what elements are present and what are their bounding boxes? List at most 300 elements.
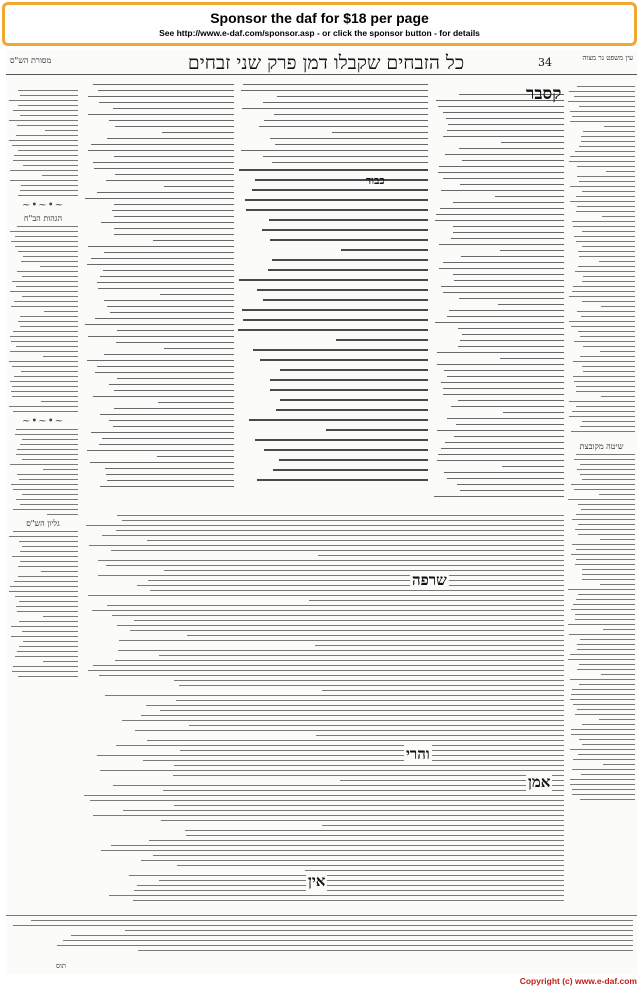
text-line xyxy=(279,459,428,461)
text-line xyxy=(112,210,234,211)
text-line xyxy=(88,336,234,337)
text-line xyxy=(18,576,78,577)
text-line xyxy=(239,279,428,281)
text-line xyxy=(575,271,635,272)
text-line xyxy=(453,274,564,275)
sponsor-banner[interactable] xyxy=(2,2,637,46)
text-line xyxy=(17,449,78,450)
rashi-column xyxy=(434,80,564,510)
text-line xyxy=(115,174,234,175)
text-line xyxy=(441,190,564,191)
text-line xyxy=(438,454,564,455)
text-line xyxy=(579,256,635,257)
text-line xyxy=(441,382,564,383)
text-line xyxy=(130,630,564,631)
text-line xyxy=(22,494,78,495)
text-line xyxy=(19,541,78,542)
text-line xyxy=(105,695,564,696)
text-line xyxy=(577,669,635,670)
text-line xyxy=(105,468,234,469)
text-line xyxy=(13,411,78,412)
text-line xyxy=(599,719,635,720)
text-line xyxy=(270,138,428,139)
text-line xyxy=(15,236,78,237)
text-line xyxy=(602,216,635,217)
text-line xyxy=(19,621,78,622)
text-line xyxy=(341,249,428,251)
text-line xyxy=(262,229,428,231)
text-line xyxy=(20,95,78,96)
text-line xyxy=(580,426,635,427)
text-line xyxy=(20,504,78,505)
text-line xyxy=(153,240,234,241)
text-line xyxy=(568,101,635,102)
text-line xyxy=(13,160,78,161)
text-line xyxy=(17,271,78,272)
text-line xyxy=(582,724,635,725)
text-line xyxy=(88,96,234,97)
text-line xyxy=(581,136,635,137)
text-line xyxy=(98,575,564,576)
text-line xyxy=(97,755,564,756)
text-line xyxy=(93,84,234,85)
footnote-rule xyxy=(6,915,637,916)
text-line xyxy=(495,196,564,197)
text-line xyxy=(177,865,564,866)
text-line xyxy=(500,358,564,359)
text-line xyxy=(42,175,78,176)
text-line xyxy=(14,155,78,156)
text-line xyxy=(580,336,635,337)
text-line xyxy=(570,121,635,122)
gemara-opening-word: כבוד xyxy=(366,174,385,187)
text-line xyxy=(498,304,564,305)
text-line xyxy=(104,354,234,355)
text-line xyxy=(141,860,564,861)
text-line xyxy=(461,256,564,257)
text-line xyxy=(577,166,635,167)
text-line xyxy=(460,340,564,341)
text-line xyxy=(12,145,78,146)
text-line xyxy=(503,412,564,413)
text-line xyxy=(57,945,633,946)
page-title: כל הזבחים שקבלו דמן פרק שני זבחים xyxy=(187,52,465,74)
text-line xyxy=(579,684,635,685)
text-line xyxy=(574,489,635,490)
gemara-column xyxy=(238,80,428,510)
text-line xyxy=(17,611,78,612)
text-line xyxy=(12,386,78,387)
text-line xyxy=(438,106,564,107)
text-line xyxy=(173,775,564,776)
text-line xyxy=(570,111,636,112)
text-line xyxy=(572,291,635,292)
text-line xyxy=(20,326,78,327)
page-header xyxy=(6,52,637,74)
text-line xyxy=(16,606,78,607)
text-line xyxy=(257,289,428,291)
text-line xyxy=(249,419,428,421)
text-line xyxy=(189,725,564,726)
text-line xyxy=(582,479,635,480)
text-line xyxy=(10,180,78,181)
text-line xyxy=(10,351,78,352)
text-line xyxy=(14,301,78,302)
text-line xyxy=(577,469,635,470)
text-line xyxy=(19,646,78,647)
text-line xyxy=(109,420,234,421)
text-line xyxy=(12,281,78,282)
text-line xyxy=(99,675,564,676)
text-line xyxy=(571,694,635,695)
text-line xyxy=(98,560,564,561)
text-line xyxy=(573,604,635,605)
text-line xyxy=(434,496,564,497)
text-line xyxy=(31,920,633,921)
text-line xyxy=(445,154,564,155)
text-line xyxy=(578,504,635,505)
text-line xyxy=(113,785,564,786)
text-line xyxy=(252,189,428,191)
text-line xyxy=(572,411,635,412)
text-line xyxy=(458,346,564,347)
text-line xyxy=(174,765,564,766)
text-line xyxy=(111,845,564,846)
text-line xyxy=(15,246,78,247)
text-line xyxy=(238,329,428,331)
text-line xyxy=(45,130,78,131)
text-line xyxy=(18,105,79,106)
text-line xyxy=(446,118,564,119)
text-line xyxy=(440,208,564,209)
text-line xyxy=(263,299,428,301)
text-line xyxy=(174,805,564,806)
text-line xyxy=(451,238,564,239)
copyright-link[interactable]: Copyright (c) www.e-daf.com xyxy=(519,976,637,986)
text-line xyxy=(117,625,564,626)
text-line xyxy=(569,321,635,322)
text-line xyxy=(570,699,635,700)
sponsor-link[interactable]: See http://www.e-daf.com/sponsor.asp - or click the sponsor button - for details xyxy=(159,28,480,38)
text-line xyxy=(270,379,428,381)
text-line xyxy=(9,100,78,101)
text-line xyxy=(115,660,564,661)
text-line xyxy=(22,631,78,632)
text-line xyxy=(437,352,564,353)
inline-heading-ein: אין xyxy=(308,872,326,890)
inline-heading-amen: אמן xyxy=(528,773,551,791)
text-line xyxy=(17,125,78,126)
text-line xyxy=(322,825,564,826)
text-line xyxy=(160,710,564,711)
text-line xyxy=(444,370,564,371)
text-line xyxy=(148,580,564,581)
text-line xyxy=(9,361,78,362)
text-line xyxy=(91,258,234,259)
text-line xyxy=(600,351,635,352)
text-line xyxy=(101,850,564,851)
flourish-ornament: ~•~•~ xyxy=(22,200,64,211)
text-line xyxy=(599,494,635,495)
text-line xyxy=(583,371,635,372)
text-line xyxy=(577,649,635,650)
text-line xyxy=(578,266,635,267)
text-line xyxy=(571,729,635,730)
text-line xyxy=(107,138,234,139)
text-line xyxy=(438,172,564,173)
text-line xyxy=(241,90,428,91)
inline-heading-vaharei: והרי xyxy=(406,745,430,763)
text-line xyxy=(97,192,234,193)
text-line xyxy=(569,296,635,297)
gemara-top-text xyxy=(238,84,428,163)
text-line xyxy=(147,740,564,741)
text-line xyxy=(437,430,564,431)
text-line xyxy=(576,196,635,197)
text-line xyxy=(137,885,564,886)
text-line xyxy=(113,108,234,109)
text-line xyxy=(582,246,635,247)
text-line xyxy=(91,432,234,433)
text-line xyxy=(89,545,564,546)
text-line xyxy=(15,656,78,657)
text-line xyxy=(97,282,234,283)
text-line xyxy=(164,348,234,349)
text-line xyxy=(242,309,428,311)
masoret-notes xyxy=(8,90,78,196)
text-line xyxy=(150,590,564,591)
text-line xyxy=(580,799,635,800)
text-line xyxy=(87,360,234,361)
text-line xyxy=(447,418,564,419)
text-line xyxy=(462,334,564,335)
text-line xyxy=(93,665,564,666)
text-line xyxy=(122,720,564,721)
text-line xyxy=(103,270,234,271)
text-line xyxy=(87,450,234,451)
text-line xyxy=(580,639,635,640)
text-line xyxy=(21,185,78,186)
text-line xyxy=(582,301,635,302)
text-line xyxy=(447,478,564,479)
text-line xyxy=(109,120,234,121)
text-line xyxy=(16,286,78,287)
text-line xyxy=(100,486,234,487)
text-line xyxy=(575,151,635,152)
text-line xyxy=(500,250,564,251)
text-line xyxy=(93,396,234,397)
text-line xyxy=(582,421,635,422)
text-line xyxy=(13,531,78,532)
text-line xyxy=(603,629,635,630)
shita-notes xyxy=(568,454,635,800)
text-line xyxy=(246,209,428,211)
text-line xyxy=(98,288,234,289)
text-line xyxy=(573,704,635,705)
text-line xyxy=(572,116,635,117)
text-line xyxy=(107,605,564,606)
text-line xyxy=(243,319,428,321)
text-line xyxy=(274,114,428,115)
text-line xyxy=(16,429,78,430)
text-line xyxy=(458,400,564,401)
text-line xyxy=(263,102,428,103)
text-line xyxy=(20,551,78,552)
text-line xyxy=(571,431,635,432)
header-masoret: מסורת הש"ס xyxy=(10,56,52,65)
text-line xyxy=(462,160,564,161)
text-line xyxy=(116,530,564,531)
tosafot-text xyxy=(84,84,234,487)
text-line xyxy=(12,671,78,672)
text-line xyxy=(162,132,234,133)
text-line xyxy=(456,424,564,425)
text-line xyxy=(16,346,78,347)
text-line xyxy=(100,770,564,771)
text-line xyxy=(20,115,79,116)
text-line xyxy=(129,875,564,876)
text-line xyxy=(22,296,78,297)
text-line xyxy=(443,178,564,179)
lower-commentary xyxy=(84,515,564,910)
text-line xyxy=(11,306,78,307)
text-line xyxy=(570,186,635,187)
text-line xyxy=(501,142,564,143)
text-line xyxy=(16,135,78,136)
text-line xyxy=(600,539,635,540)
text-line xyxy=(570,654,635,655)
text-line xyxy=(582,579,635,580)
text-line xyxy=(572,769,635,770)
text-line xyxy=(11,636,78,637)
text-line xyxy=(63,940,633,941)
text-line xyxy=(437,364,564,365)
text-line xyxy=(116,342,234,343)
text-line xyxy=(122,520,564,521)
text-line xyxy=(114,216,234,217)
text-line xyxy=(18,566,78,567)
text-line xyxy=(255,179,428,181)
text-line xyxy=(574,381,635,382)
text-line xyxy=(439,166,564,167)
text-line xyxy=(14,376,78,377)
text-line xyxy=(601,396,635,397)
text-line xyxy=(174,680,564,681)
page-number: 34 xyxy=(538,56,552,69)
text-line xyxy=(93,162,234,163)
text-line xyxy=(336,339,428,341)
text-line xyxy=(43,616,78,617)
text-line xyxy=(13,925,633,926)
text-line xyxy=(572,221,635,222)
text-line xyxy=(435,322,564,323)
text-line xyxy=(186,835,564,836)
text-line xyxy=(18,321,78,322)
text-line xyxy=(439,244,564,245)
lower-commentary-text xyxy=(84,515,564,901)
text-line xyxy=(41,401,78,402)
text-line xyxy=(97,366,234,367)
text-line xyxy=(85,324,234,325)
text-line xyxy=(579,146,635,147)
text-line xyxy=(149,840,564,841)
text-line xyxy=(604,126,635,127)
text-line xyxy=(22,459,78,460)
text-line xyxy=(582,569,635,570)
text-line xyxy=(579,181,635,182)
hagahot-notes xyxy=(8,226,78,412)
text-line xyxy=(581,141,635,142)
text-line xyxy=(569,416,635,417)
text-line xyxy=(95,372,234,373)
text-line xyxy=(147,540,564,541)
text-line xyxy=(570,201,635,202)
text-line xyxy=(568,499,635,500)
gemara-main-text xyxy=(238,169,428,481)
text-line xyxy=(176,700,564,701)
text-line xyxy=(13,331,78,332)
text-line xyxy=(11,484,78,485)
text-line xyxy=(305,870,564,871)
text-line xyxy=(447,376,564,377)
text-line xyxy=(569,91,635,92)
text-line xyxy=(18,90,78,91)
text-line xyxy=(92,610,564,611)
text-line xyxy=(601,674,635,675)
footnotes xyxy=(10,920,633,958)
footnote-text xyxy=(10,920,633,951)
text-line xyxy=(577,86,635,87)
text-line xyxy=(444,472,564,473)
text-line xyxy=(19,601,78,602)
text-line xyxy=(576,599,635,600)
text-line xyxy=(134,890,564,891)
text-line xyxy=(439,268,564,269)
text-line xyxy=(88,246,234,247)
text-line xyxy=(577,311,635,312)
text-line xyxy=(576,241,635,242)
text-line xyxy=(113,426,234,427)
rashi-text xyxy=(434,94,564,497)
text-line xyxy=(576,406,635,407)
text-line xyxy=(47,514,78,515)
text-line xyxy=(435,220,564,221)
text-line xyxy=(451,406,564,407)
text-line xyxy=(443,136,564,137)
text-line xyxy=(583,346,635,347)
text-line xyxy=(437,460,564,461)
text-line xyxy=(576,454,635,455)
text-line xyxy=(23,641,78,642)
tosafot-column xyxy=(84,80,234,510)
text-line xyxy=(453,232,564,233)
text-line xyxy=(454,280,564,281)
text-line xyxy=(600,584,635,585)
text-line xyxy=(453,226,564,227)
text-line xyxy=(98,90,234,91)
text-line xyxy=(20,190,78,191)
text-line xyxy=(163,790,564,791)
text-line xyxy=(582,574,635,575)
text-line xyxy=(43,356,78,357)
text-line xyxy=(9,406,78,407)
text-line xyxy=(104,300,234,301)
text-line xyxy=(459,298,564,299)
text-line xyxy=(309,600,564,601)
text-line xyxy=(322,690,564,691)
text-line xyxy=(15,596,78,597)
text-line xyxy=(582,281,635,282)
